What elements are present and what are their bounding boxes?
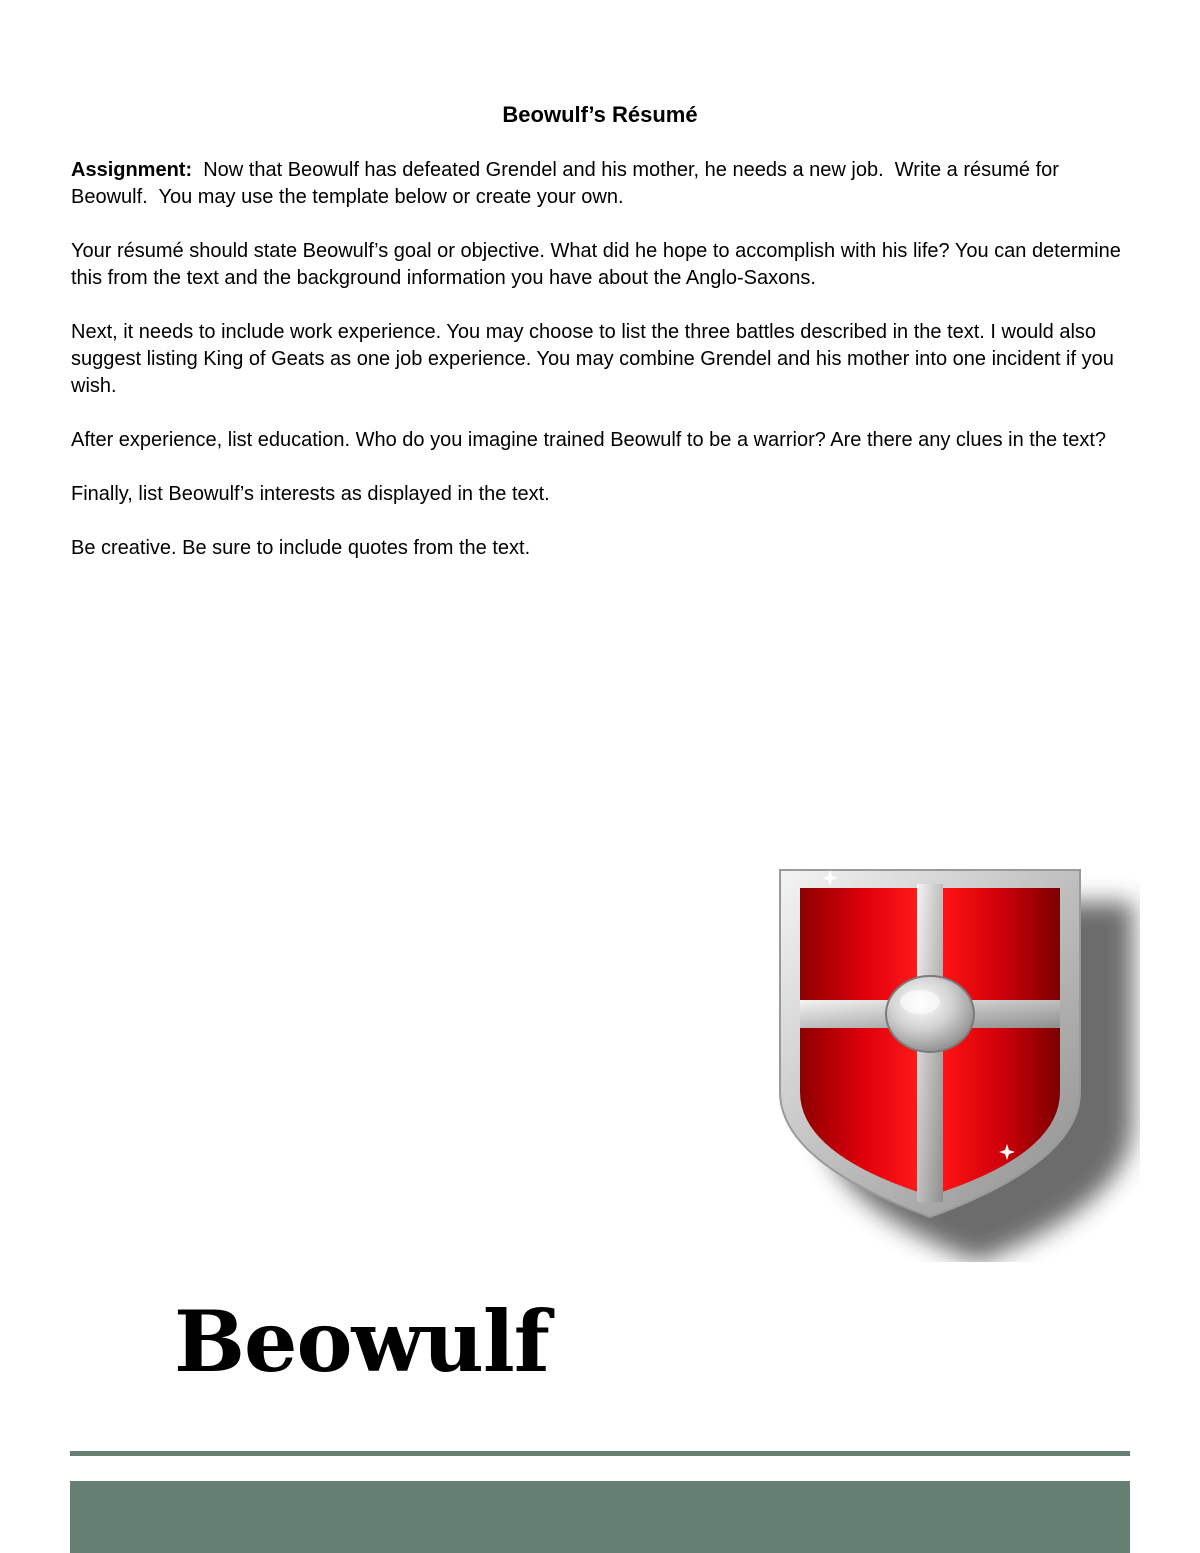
assignment-paragraph [71, 157, 1129, 211]
assignment-label: Assignment: [71, 159, 193, 181]
page-title: Beowulf’s Résumé [502, 102, 698, 127]
divider [70, 1451, 1130, 1456]
shield-icon [770, 862, 1140, 1262]
paragraph-education: After experience, list education. Who do you imagine trained Beowulf to be a warrior? Are there any clues in the text? [71, 429, 1107, 451]
instructions [71, 157, 1129, 589]
paragraph-creative: Be creative. Be sure to include quotes from the text. [71, 537, 531, 559]
paragraph-interests: Finally, list Beowulf’s interests as displayed in the text. [71, 483, 550, 505]
paragraph-objective: Your résumé should state Beowulf’s goal or objective. What did he hope to accomplish with his life? You can determine this from the text and the background information you have about the Anglo-Saxons. [71, 240, 1121, 289]
shield-boss-highlight [900, 990, 940, 1014]
cover-title: Beowulf [174, 1292, 549, 1391]
footer-band [70, 1481, 1130, 1553]
shield-boss [886, 976, 974, 1052]
paragraph-experience: Next, it needs to include work experience. You may choose to list the three battles described in the text. I would also suggest listing King of Geats as one job experience. You may combine Grendel and his mother into one incident if you wish. [71, 321, 1114, 397]
assignment-text: Now that Beowulf has defeated Grendel and his mother, he needs a new job. Write a résumé for Beowulf. You may use the template below or create your own. [71, 159, 1065, 208]
